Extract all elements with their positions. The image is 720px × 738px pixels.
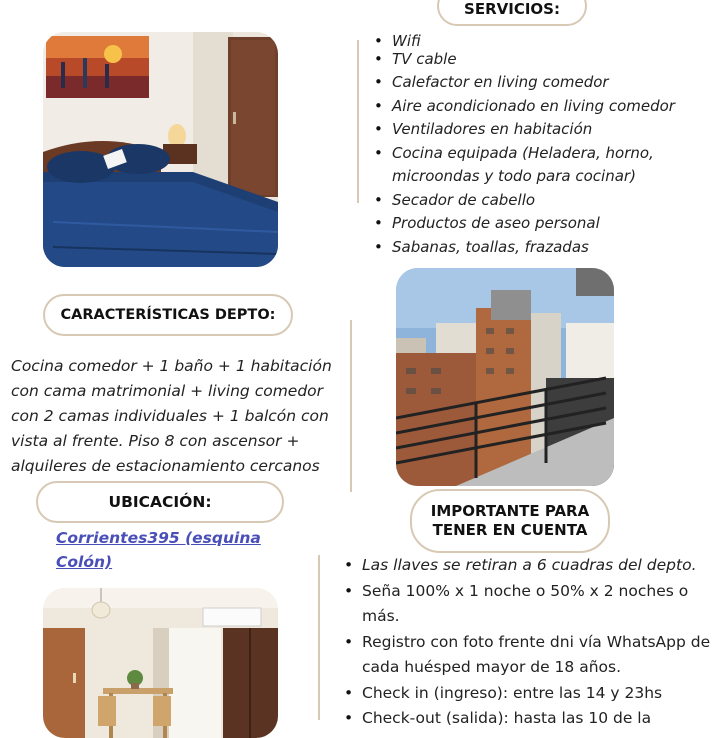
list-item: • Ventiladores en habitación xyxy=(370,118,710,142)
living-room-illustration xyxy=(43,588,278,738)
caracteristicas-description: Cocina comedor + 1 baño + 1 habitación con cama matrimonial + living comedor con 2 camas individuales + 1 balcón con vista al frente. Piso 8 con ascensor + alquileres de estacionamiento cercanos xyxy=(11,357,332,475)
living-room-photo xyxy=(43,588,278,738)
bedroom-illustration xyxy=(43,32,278,267)
list-item: • Aire acondicionado en living comedor xyxy=(370,95,710,119)
list-item: • Check in (ingreso): entre las 14 y 23hs xyxy=(340,681,715,707)
balcony-photo xyxy=(396,268,614,486)
caracteristicas-divider xyxy=(350,320,352,492)
balcony-illustration xyxy=(396,268,614,486)
list-item: • Secador de cabello xyxy=(370,189,710,213)
list-item: • TV cable xyxy=(370,48,710,72)
list-item: • Seña 100% x 1 noche o 50% x 2 noches o más. xyxy=(340,579,715,630)
servicios-heading-text: SERVICIOS: xyxy=(464,0,560,18)
importante-heading-text: IMPORTANTE PARA TENER EN CUENTA xyxy=(430,502,590,539)
list-item: • Productos de aseo personal xyxy=(370,212,710,236)
importante-list xyxy=(340,553,715,732)
list-item: • Calefactor en living comedor xyxy=(370,71,710,95)
servicios-divider xyxy=(357,40,359,203)
ubicacion-heading-text: UBICACIÓN: xyxy=(108,493,212,511)
list-item: • Las llaves se retiran a 6 cuadras del depto. xyxy=(340,553,715,579)
importante-divider xyxy=(318,555,320,720)
list-item: • Sabanas, toallas, frazadas xyxy=(370,236,710,260)
list-item: • Check-out (salida): hasta las 10 de la xyxy=(340,706,715,732)
caracteristicas-heading xyxy=(43,294,293,336)
caracteristicas-heading-text: CARACTERÍSTICAS DEPTO: xyxy=(60,307,276,323)
location-link[interactable]: Corrientes395 (esquina Colón) xyxy=(56,529,261,571)
bedroom-photo xyxy=(43,32,278,267)
list-item: • Cocina equipada (Heladera, horno, microondas y todo para cocinar) xyxy=(370,142,710,189)
list-item: • Wifi xyxy=(370,30,710,54)
servicios-list xyxy=(370,30,710,259)
ubicacion-heading xyxy=(36,481,284,523)
list-item: • Registro con foto frente dni vía WhatsApp de cada huésped mayor de 18 años. xyxy=(340,630,715,681)
importante-heading xyxy=(410,489,610,553)
servicios-heading xyxy=(437,0,587,26)
